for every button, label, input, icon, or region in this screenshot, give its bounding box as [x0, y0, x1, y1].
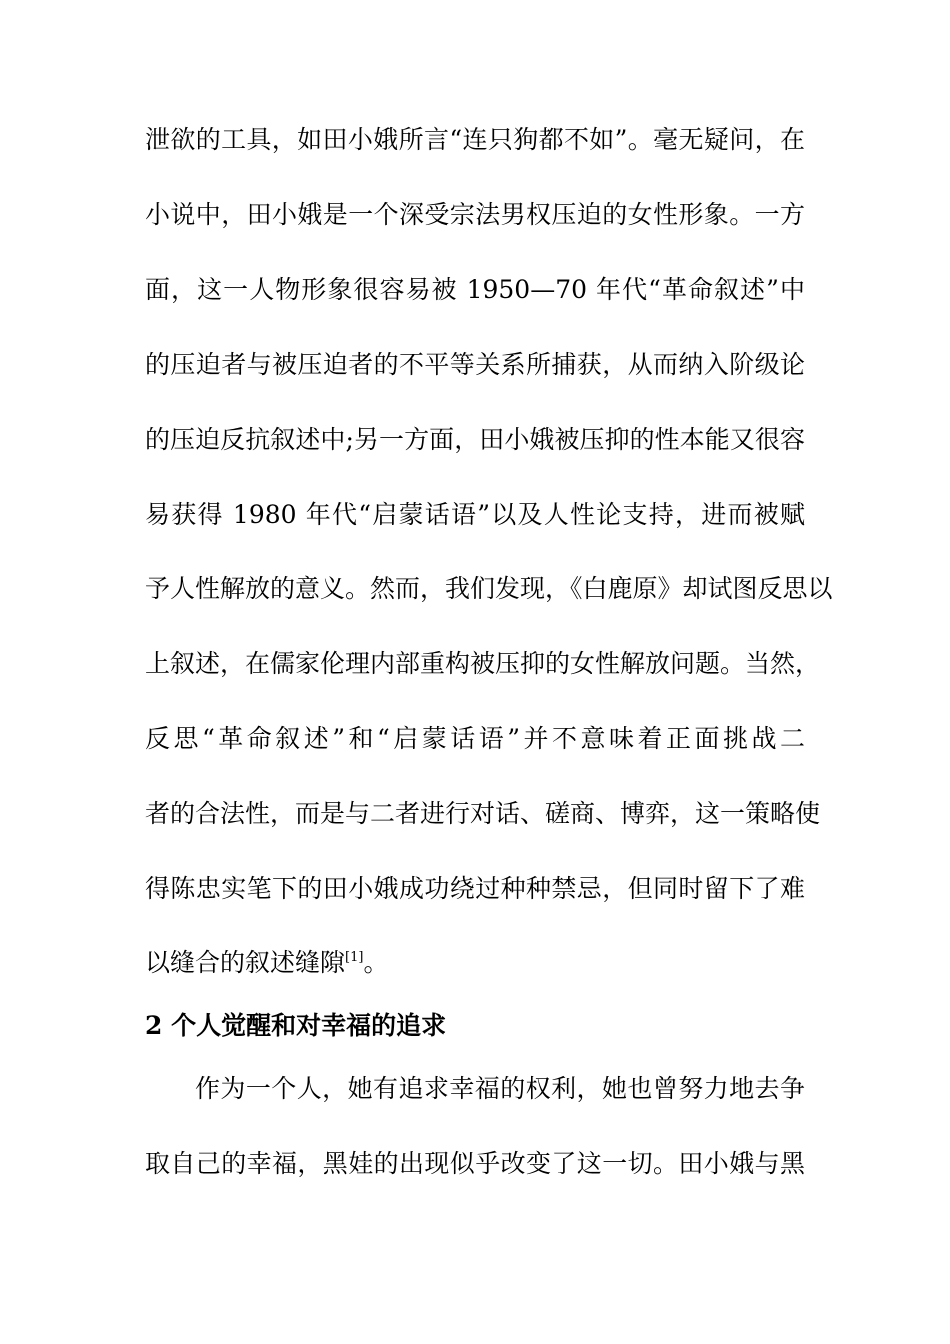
paragraph-line: 作为一个人，她有追求幸福的权利，她也曾努力地去争: [195, 1074, 805, 1103]
last-line-text: 以缝合的叙述缝隙: [145, 948, 346, 977]
paragraph-line: 者的合法性，而是与二者进行对话、磋商、博弈，这一策略使: [145, 799, 821, 828]
paragraph-line: 上叙述，在儒家伦理内部重构被压抑的女性解放问题。当然，: [145, 649, 821, 678]
paragraph-line: 面，这一人物形象很容易被 1950—70 年代“革命叙述”中: [145, 275, 805, 304]
paragraph-line: 反思“革命叙述”和“启蒙话语”并不意味着正面挑战二: [145, 724, 805, 753]
paragraph-line: 予人性解放的意义。然而，我们发现，《白鹿原》却试图反思以: [145, 574, 833, 603]
paragraph-line: 的压迫者与被压迫者的不平等关系所捕获，从而纳入阶级论: [145, 350, 805, 379]
paragraph-line: 取自己的幸福，黑娃的出现似乎改变了这一切。田小娥与黑: [145, 1149, 805, 1178]
citation-reference[interactable]: [1]: [345, 950, 364, 965]
paragraph-last-line: [145, 947, 388, 979]
paragraph-line: 的压迫反抗叙述中;另一方面，田小娥被压抑的性本能又很容: [145, 425, 805, 454]
paragraph-line: 小说中，田小娥是一个深受宗法男权压迫的女性形象。一方: [145, 200, 805, 229]
paragraph-line: 泄欲的工具，如田小娥所言“连只狗都不如”。毫无疑问，在: [145, 125, 805, 154]
paragraph-line: 易获得 1980 年代“启蒙话语”以及人性论支持，进而被赋: [145, 500, 805, 529]
section-heading: 2 个人觉醒和对幸福的追求: [145, 1011, 447, 1040]
paragraph-line: 得陈忠实笔下的田小娥成功绕过种种禁忌，但同时留下了难: [145, 874, 805, 903]
last-line-end: 。: [363, 948, 389, 977]
